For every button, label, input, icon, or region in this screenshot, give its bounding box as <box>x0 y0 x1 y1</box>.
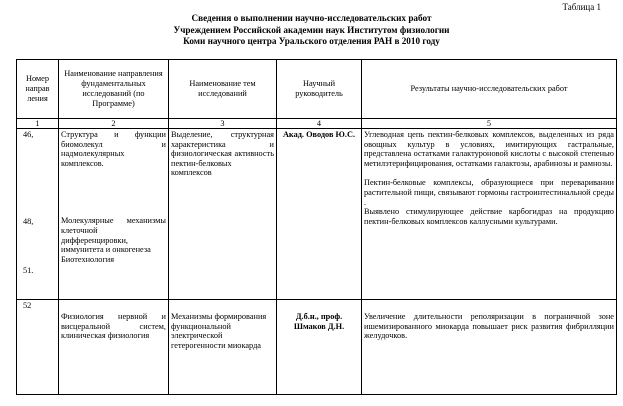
column-number: 4 <box>277 119 362 129</box>
result-paragraph: Пектин-белковые комплексы, образующиеся при переваривании растительной пищи, связывают гормоны гастроинтестинальной среды . <box>364 178 614 207</box>
column-number: 2 <box>59 119 169 129</box>
column-number: 5 <box>362 119 617 129</box>
title-line-3: Коми научного центра Уральского отделения РАН в 2010 году <box>183 36 440 46</box>
topic-name: Выделение, структурная характеристика и физиологическая активность пектин-белковых комплексов <box>171 130 274 178</box>
direction-number-cell <box>17 300 59 395</box>
direction-number: 52 <box>23 301 32 310</box>
supervisor-cell <box>277 129 362 300</box>
result-paragraph: Углеводная цепь пектин-белковых комплексов, выделенных из ряда овощных культур в условиях, имитирующих гастральные, представлена остатками галактуроновой кислоты с высокой степенью метилэтерифицирования, остатками галактозы, арабинозы и рамнозы. <box>364 130 614 168</box>
column-number: 1 <box>17 119 59 129</box>
supervisor-name: Акад. Оводов Ю.С. <box>282 130 356 139</box>
header-direction-name: Наименование направления фундаментальных исследований (по Программе) <box>59 60 169 119</box>
direction-name: Структура и функции биомолекул и надмолекулярных комплексов. <box>61 130 166 168</box>
direction-number: 46, <box>23 130 34 139</box>
header-direction-number: Номер направ ления <box>17 60 59 119</box>
table-number-label: Таблица 1 <box>562 2 601 12</box>
header-topic-name: Наименование тем исследований <box>169 60 277 119</box>
direction-number: 48, <box>23 216 34 226</box>
topic-cell <box>169 300 277 395</box>
title-line-1: Сведения о выполнении научно-исследовательских работ <box>191 13 432 23</box>
header-results: Результаты научно-исследовательских работ <box>362 60 617 119</box>
direction-name: Биотехнология <box>61 254 115 264</box>
topic-cell <box>169 129 277 300</box>
direction-name-cell <box>59 300 169 395</box>
results-cell <box>362 129 617 300</box>
column-number: 3 <box>169 119 277 129</box>
direction-name: Молекулярные механизмы клеточной дифференцировки, иммунитета и онкогенеза <box>61 216 166 255</box>
results-cell <box>362 300 617 395</box>
research-results-table <box>16 59 617 395</box>
table-row <box>17 300 617 395</box>
column-number-row <box>17 119 617 129</box>
table-header-row <box>17 60 617 119</box>
direction-name-cell <box>59 129 169 300</box>
direction-name: Физиология нервной и висцеральной систем, клиническая физиология <box>61 312 166 341</box>
result-paragraph: Выявлено стимулирующее действие карбогидраз на продукцию пектин-белковых комплексов каллусными культурами. <box>364 207 614 226</box>
title-line-2: Учреждением Российской академии наук Институтом физиологии <box>173 24 450 35</box>
header-supervisor: Научный руководитель <box>277 60 362 119</box>
supervisor-name: Д.б.н., проф. Шмаков Д.Н. <box>293 312 345 331</box>
direction-number-cell <box>17 129 59 300</box>
direction-number: 51. <box>23 266 34 276</box>
document-title <box>0 13 623 48</box>
result-paragraph: Увеличение длительности реполяризации в пограничной зоне ишемизированного миокарда повышает риск развития фибрилляции желудочков. <box>364 312 614 341</box>
topic-name: Механизмы формирования функциональной электрической гетерогенности миокарда <box>171 312 267 350</box>
supervisor-cell <box>277 300 362 395</box>
table-row <box>17 129 617 300</box>
